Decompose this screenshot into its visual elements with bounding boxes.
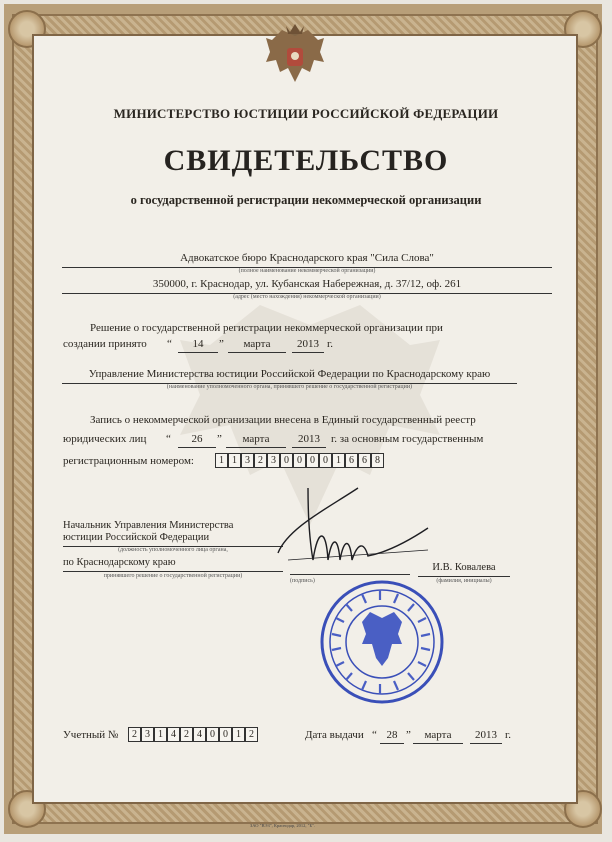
issue-day: 28 <box>380 729 404 744</box>
org-name: Адвокатское бюро Краснодарского края "Сила Слова" <box>62 252 552 268</box>
printer-note: ЗАО "ВЭЗ", Краснодар, 2012, "Б". <box>250 823 316 828</box>
digit-box: 2 <box>128 727 141 742</box>
registry-mid: г. за основным государственным <box>331 433 484 445</box>
digit-box: 0 <box>280 453 293 468</box>
digit-box: 8 <box>371 453 384 468</box>
digit-box: 3 <box>141 727 154 742</box>
issue-year: 2013 <box>470 729 502 744</box>
coat-of-arms-icon <box>262 22 328 92</box>
digit-box: 4 <box>167 727 180 742</box>
registry-label: регистрационным номером: <box>63 455 194 467</box>
issue-suffix: г. <box>505 729 512 741</box>
authority-caption: (наименование уполномоченного органа, принявшего решение о государственной регистрации) <box>166 384 413 390</box>
digit-box: 0 <box>293 453 306 468</box>
digit-box: 3 <box>267 453 280 468</box>
digit-box: 1 <box>215 453 228 468</box>
decision-prefix: создании принято <box>63 338 147 350</box>
org-name-caption: (полное наименование некоммерческой организации) <box>238 268 376 274</box>
digit-box: 0 <box>306 453 319 468</box>
org-address-caption: (адрес (место нахождения) некоммерческой организации) <box>233 294 381 300</box>
issue-label: Дата выдачи <box>305 729 364 741</box>
registry-text: Запись о некоммерческой организации внесена в Единый государственный реестр <box>90 414 476 426</box>
digit-box: 1 <box>332 453 345 468</box>
digit-box: 1 <box>154 727 167 742</box>
registry-day: 26 <box>178 433 216 448</box>
signatory-caption2: принявшего решение о государственной регистрации) <box>103 573 243 579</box>
decision-year: 2013 <box>292 338 324 353</box>
digit-box: 1 <box>232 727 245 742</box>
registration-number <box>215 453 384 468</box>
digit-box: 0 <box>206 727 219 742</box>
signatory-caption1: (должность уполномоченного лица органа, <box>118 547 228 553</box>
digit-box: 2 <box>245 727 258 742</box>
document-title: СВИДЕТЕЛЬСТВО <box>163 144 449 177</box>
digit-box: 4 <box>193 727 206 742</box>
document-subtitle: о государственной регистрации некоммерческой организации <box>130 193 482 207</box>
account-label: Учетный № <box>63 729 119 741</box>
digit-box: 2 <box>180 727 193 742</box>
decision-suffix: г. <box>327 338 334 350</box>
digit-box: 1 <box>228 453 241 468</box>
digit-box: 6 <box>358 453 371 468</box>
digit-box: 3 <box>241 453 254 468</box>
signatory-name: И.В. Ковалева <box>418 562 510 577</box>
digit-box: 6 <box>345 453 358 468</box>
official-stamp-icon <box>318 578 446 706</box>
signature-caption: (подпись) <box>290 578 315 584</box>
signature-icon <box>268 468 438 578</box>
signature-line <box>290 574 410 575</box>
decision-text: Решение о государственной регистрации некоммерческой организации при <box>90 322 443 334</box>
registry-month: марта <box>226 433 286 448</box>
digit-box: 0 <box>319 453 332 468</box>
issue-month: марта <box>413 729 463 744</box>
registry-year: 2013 <box>292 433 326 448</box>
digit-box: 2 <box>254 453 267 468</box>
signatory-title-line3: по Краснодарскому краю <box>63 557 283 572</box>
decision-day: 14 <box>178 338 218 353</box>
account-number <box>128 727 258 742</box>
signatory-title-line2: юстиции Российской Федерации <box>63 532 283 547</box>
digit-box: 0 <box>219 727 232 742</box>
decision-month: марта <box>228 338 286 353</box>
registry-prefix: юридических лиц <box>63 433 147 445</box>
signatory-name-caption: (фамилия, инициалы) <box>436 578 492 584</box>
signatory-title-line1: Начальник Управления Министерства <box>63 520 234 531</box>
org-address: 350000, г. Краснодар, ул. Кубанская Набережная, д. 37/12, оф. 261 <box>62 278 552 294</box>
ministry-heading: МИНИСТЕРСТВО ЮСТИЦИИ РОССИЙСКОЙ ФЕДЕРАЦИИ <box>113 106 499 121</box>
authority-name: Управление Министерства юстиции Российской Федерации по Краснодарскому краю <box>62 368 517 384</box>
